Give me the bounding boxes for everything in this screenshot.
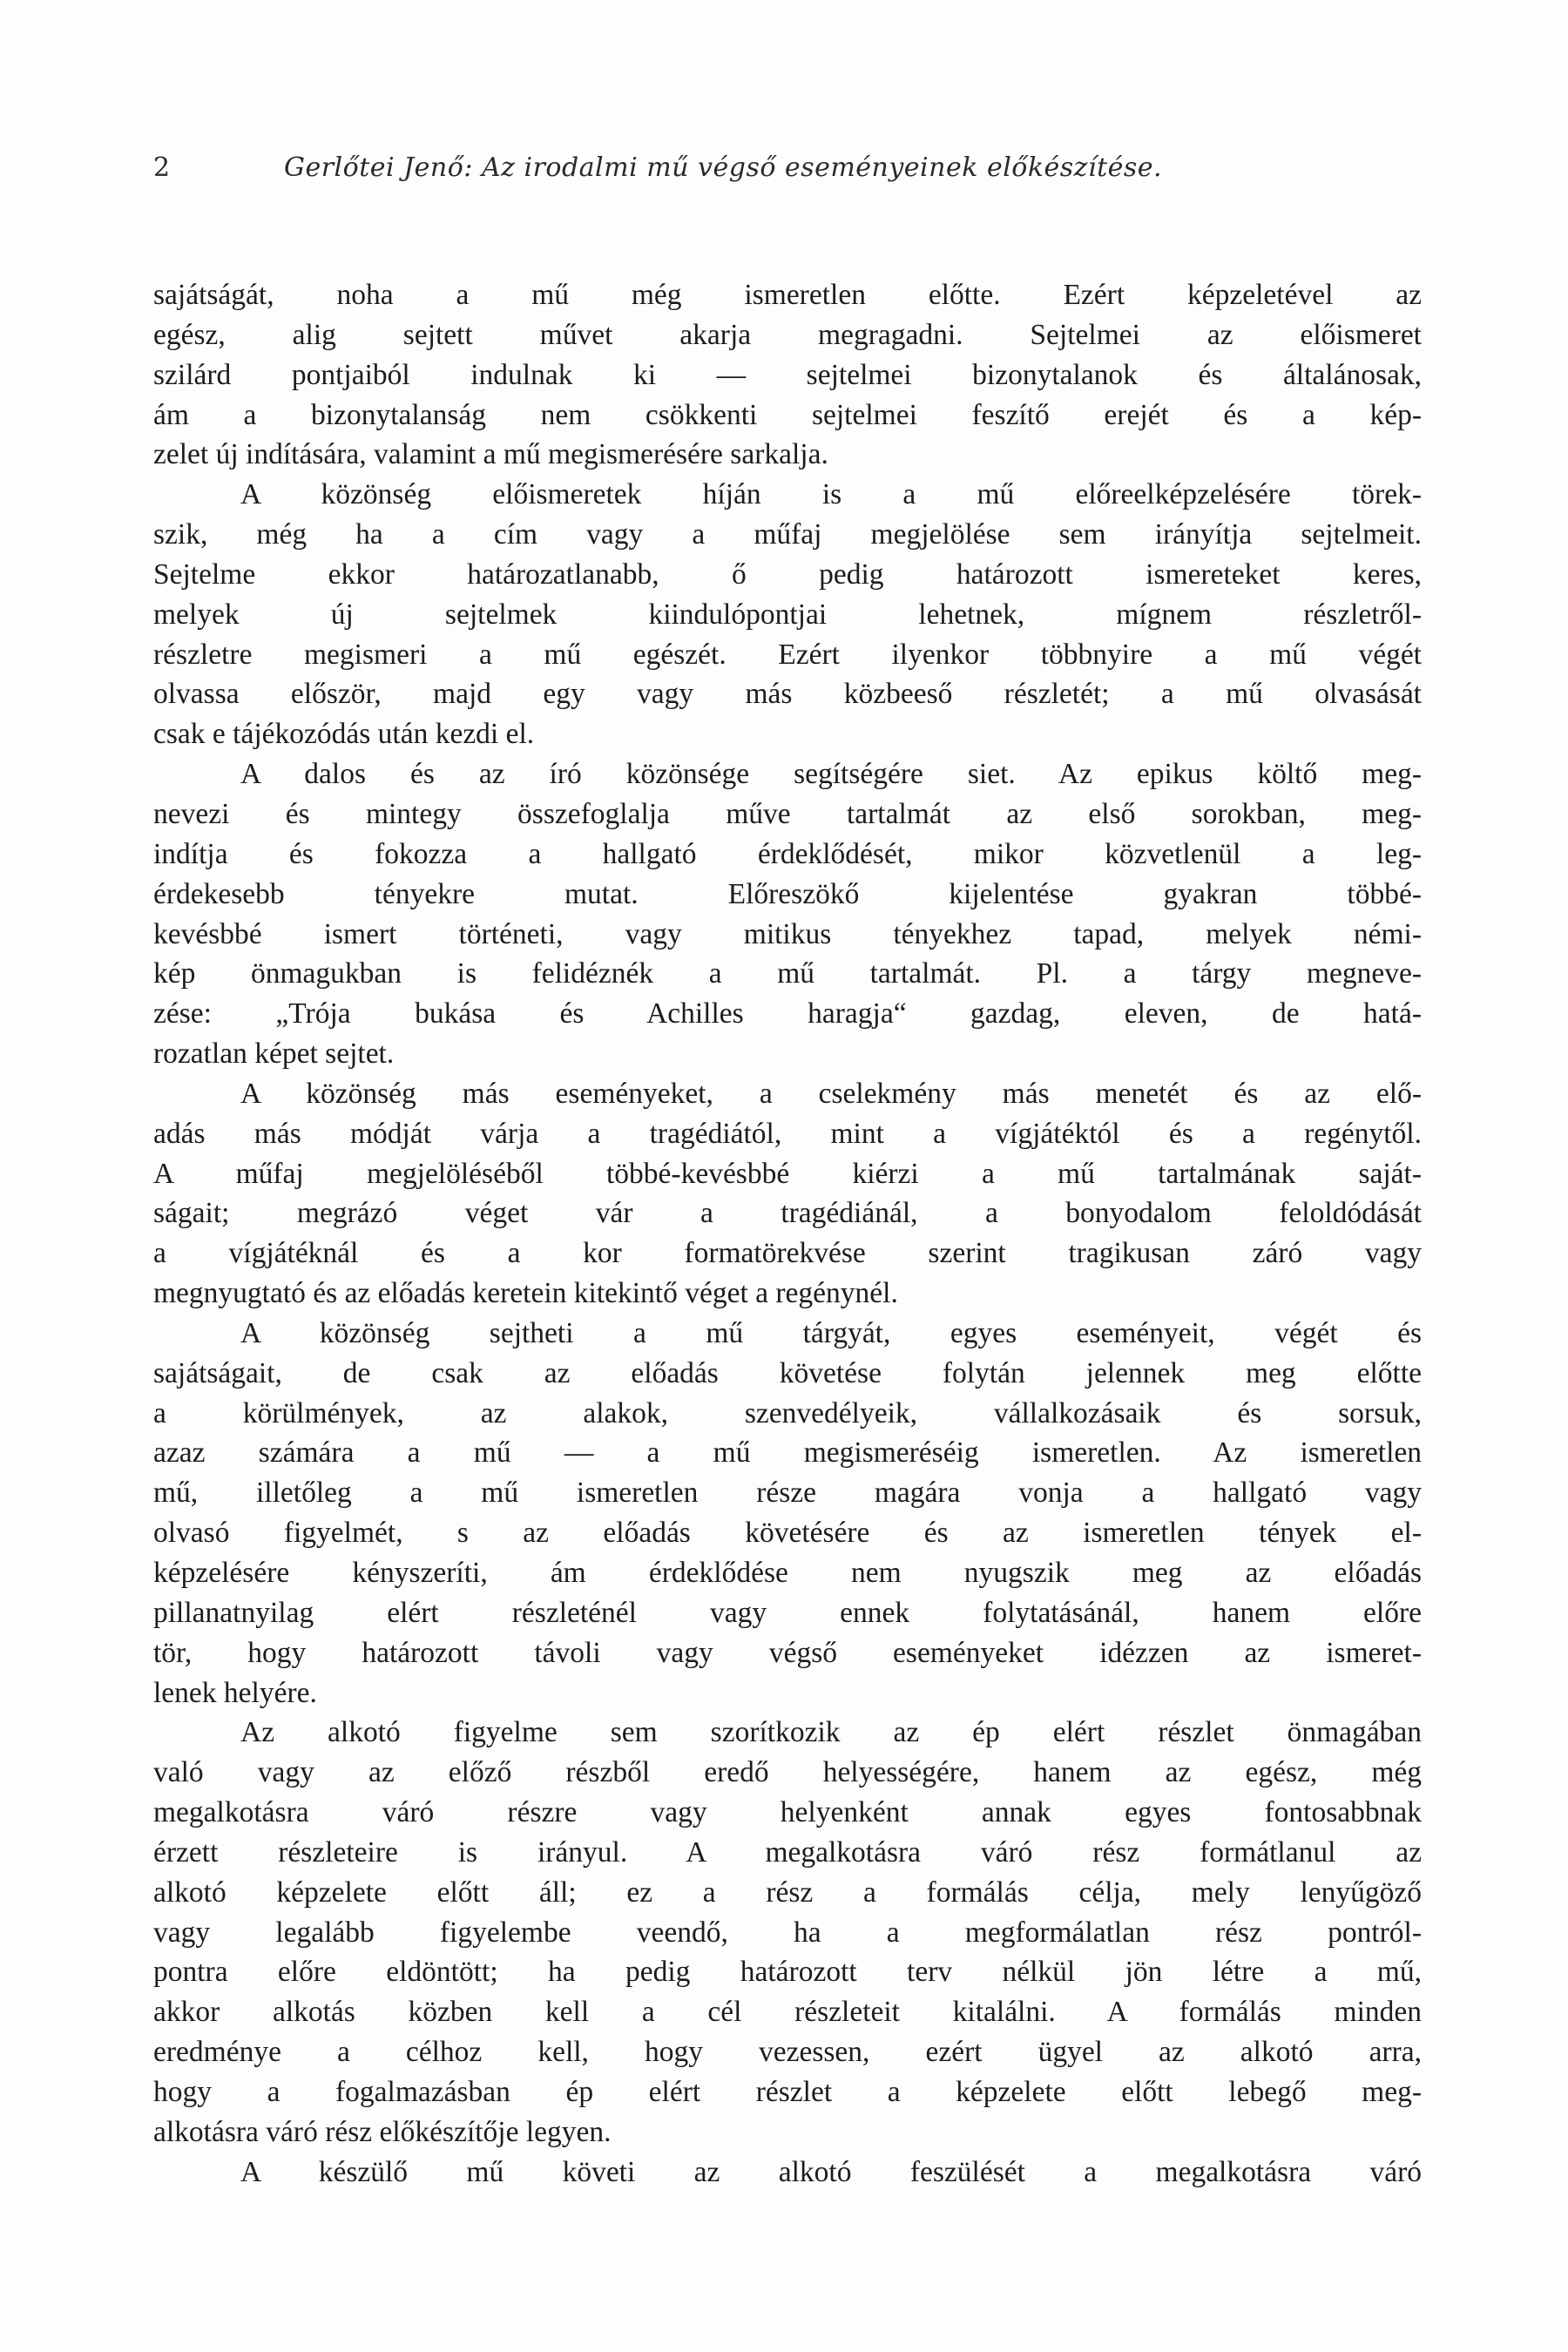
text-line: képzelésére kényszeríti, ám érdeklődése nem nyugszik meg az előadás <box>153 1557 1422 1589</box>
text-line: részletre megismeri a mű egészét. Ezért ilyenkor többnyire a mű végét <box>153 638 1422 671</box>
text-line: szik, még ha a cím vagy a műfaj megjelölése sem irányítja sejtelmeit. <box>153 518 1422 551</box>
paragraph-first-line: A közönség más eseményeket, a cselekmény más menetét és az elő- <box>240 1077 1422 1110</box>
text-line: szilárd pontjaiból indulnak ki — sejtelmei bizonytalanok és általánosak, <box>153 358 1422 391</box>
paragraph-first-line: A közönség előismeretek híján is a mű előreelképzelésére törek- <box>240 478 1422 511</box>
running-head <box>153 146 1425 190</box>
text-line: adás más módját várja a tragédiától, mint a vígjátéktól és a regénytől. <box>153 1117 1422 1150</box>
page-number: 2 <box>153 152 171 183</box>
text-line: akkor alkotás közben kell a cél részleteit kitalálni. A formálás minden <box>153 1996 1422 2029</box>
text-line: nevezi és mintegy összefoglalja műve tartalmát az első sorokban, meg- <box>153 797 1422 830</box>
text-line: tör, hogy határozott távoli vagy végső eseményeket idézzen az ismeret- <box>153 1636 1422 1669</box>
text-line: zelet új indítására, valamint a mű megismerésére sarkalja. <box>153 438 828 471</box>
running-title: Gerlőtei Jenő: Az irodalmi mű végső eseményeinek előkészítése. <box>284 152 1163 183</box>
text-line: a körülmények, az alakok, szenvedélyeik, vállalkozásaik és sorsuk, <box>153 1396 1422 1429</box>
text-line: érzett részleteire is irányul. A megalkotásra váró rész formátlanul az <box>153 1835 1422 1869</box>
text-line: sajátságát, noha a mű még ismeretlen előtte. Ezért képzeletével az <box>153 279 1422 311</box>
body-text <box>153 275 1422 2193</box>
text-line: ságait; megrázó véget vár a tragédiánál, a bonyodalom feloldódását <box>153 1197 1422 1230</box>
text-line: a vígjátéknál és a kor formatörekvése szerint tragikusan záró vagy <box>153 1237 1422 1270</box>
text-line: indítja és fokozza a hallgató érdeklődését, mikor közvetlenül a leg- <box>153 837 1422 870</box>
text-line: mű, illetőleg a mű ismeretlen része magára vonja a hallgató vagy <box>153 1477 1422 1510</box>
text-line: megnyugtató és az előadás keretein kitekintő véget a regénynél. <box>153 1277 898 1310</box>
text-line: pillanatnyilag elért részleténél vagy ennek folytatásánál, hanem előre <box>153 1596 1422 1629</box>
text-line: alkotó képzelete előtt áll; ez a rész a formálás célja, mely lenyűgöző <box>153 1876 1422 1909</box>
text-line: olvassa először, majd egy vagy más közbeeső részletét; a mű olvasását <box>153 678 1422 711</box>
text-line: zése: „Trója bukása és Achilles haragja“ gazdag, eleven, de hatá- <box>153 997 1422 1031</box>
text-line: megalkotásra váró részre vagy helyenként annak egyes fontosabbnak <box>153 1796 1422 1829</box>
text-line: sajátságait, de csak az előadás követése folytán jelennek meg előtte <box>153 1356 1422 1389</box>
paragraph-first-line: A dalos és az író közönsége segítségére siet. Az epikus költő meg- <box>240 758 1422 791</box>
text-line: való vagy az előző részből eredő helyességére, hanem az egész, még <box>153 1756 1422 1789</box>
text-line: csak e tájékozódás után kezdi el. <box>153 718 535 751</box>
text-line: kép önmagukban is felidéznék a mű tartalmát. Pl. a tárgy megneve- <box>153 957 1422 990</box>
text-line: eredménye a célhoz kell, hogy vezessen, ezért ügyel az alkotó arra, <box>153 2036 1422 2069</box>
text-line: lenek helyére. <box>153 1676 317 1709</box>
text-line: Sejtelme ekkor határozatlanabb, ő pedig határozott ismereteket keres, <box>153 558 1422 591</box>
text-line: vagy legalább figyelembe veendő, ha a megformálatlan rész pontról- <box>153 1916 1422 1949</box>
text-line: egész, alig sejtett művet akarja megragadni. Sejtelmei az előismeret <box>153 318 1422 351</box>
paragraph-first-line: A készülő mű követi az alkotó feszülését a megalkotásra váró <box>240 2155 1422 2188</box>
text-line: kevésbbé ismert történeti, vagy mitikus tényekhez tapad, melyek némi- <box>153 917 1422 950</box>
text-line: melyek új sejtelmek kiindulópontjai lehetnek, mígnem részletről- <box>153 598 1422 631</box>
text-line: rozatlan képet sejtet. <box>153 1037 395 1071</box>
text-line: A műfaj megjelöléséből többé-kevésbbé kiérzi a mű tartalmának saját- <box>153 1157 1422 1190</box>
text-line: alkotásra váró rész előkészítője legyen. <box>153 2115 612 2148</box>
paragraph-first-line: Az alkotó figyelme sem szorítkozik az ép elért részlet önmagában <box>240 1716 1422 1749</box>
text-line: azaz számára a mű — a mű megismeréséig ismeretlen. Az ismeretlen <box>153 1436 1422 1470</box>
text-line: pontra előre eldöntött; ha pedig határozott terv nélkül jön létre a mű, <box>153 1956 1422 1989</box>
text-line: olvasó figyelmét, s az előadás követésére és az ismeretlen tények el- <box>153 1517 1422 1550</box>
text-line: érdekesebb tényekre mutat. Előreszökő kijelentése gyakran többé- <box>153 877 1422 910</box>
text-line: ám a bizonytalanság nem csökkenti sejtelmei feszítő erejét és a kép- <box>153 398 1422 431</box>
paragraph-first-line: A közönség sejtheti a mű tárgyát, egyes eseményeit, végét és <box>240 1316 1422 1349</box>
text-line: hogy a fogalmazásban ép elért részlet a képzelete előtt lebegő meg- <box>153 2075 1422 2108</box>
